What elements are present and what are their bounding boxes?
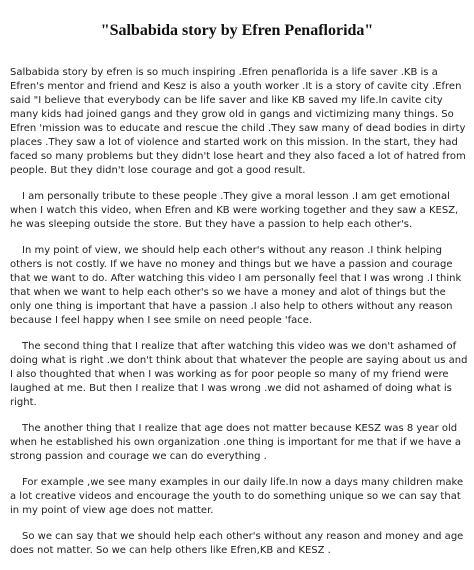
document-title: "Salbabida story by Efren Penaflorida" <box>100 22 374 39</box>
paragraph-example: For example ,we see many examples in our daily life.In now a days many children make a lot creative videos and encourage the youth to do something unique so we can say that in my point of view age does not matter. <box>10 477 464 516</box>
paragraph-intro: Salbabida story by efren is so much inspiring .Efren penaflorida is a life saver .KB is a Efren's mentor and friend and Kesz is also a youth worker .It is a story of cavite city .Efren said "I believe that everybody can be life saver and like KB saved my life.In cavite city many kids had joined gangs and they grow old in gangs and victimizing many things. So Efren 'mission was to educate and rescue the child .They saw many of dead bodies in dirty places .They saw a lot of violence and started work on this mission. In the start, they had faced so many problems but they didn't lose heart and they also faced a lot of hatred from people. But they didn't lose courage and got a good result. <box>10 67 466 176</box>
document-body <box>10 66 468 570</box>
paragraph-conclusion: So we can say that we should help each other's without any reason and money and age does not matter. So we can help others like Efren,KB and KESZ . <box>10 531 464 556</box>
paragraph-age-matter: The another thing that I realize that age does not matter because KESZ was 8 year old when he established his own organization .one thing is important for me that if we have a strong passion and courage we can do everything . <box>10 423 462 462</box>
paragraph-tribute: I am personally tribute to these people .They give a moral lesson .I am get emotional when I watch this video, when Efren and KB were working together and they saw a KESZ, he was sleeping outside the store. But they have a passion to help each other's. <box>10 191 459 230</box>
paragraph-point-of-view: In my point of view, we should help each other's without any reason .I think helping others is not costly. If we have no money and things but we have a passion and courage that we want to do. After watching this video I am personally feel that I was wrong .I think that when we want to help each other's so we have a money and alot of things but the only one thing is important that have a passion .I also help to others without any reason because I feel happy when I see smile on need people 'face. <box>10 245 462 326</box>
paragraph-second-thing: The second thing that I realize that after watching this video was we don't ashamed of doing what is right .we don't think about that whatever the people are saying about us and I also thoughted that when I was working as for poor people so many of my friend were laughed at me. But then I realize that I was wrong .we did not ashamed of doing what is right. <box>10 341 468 408</box>
